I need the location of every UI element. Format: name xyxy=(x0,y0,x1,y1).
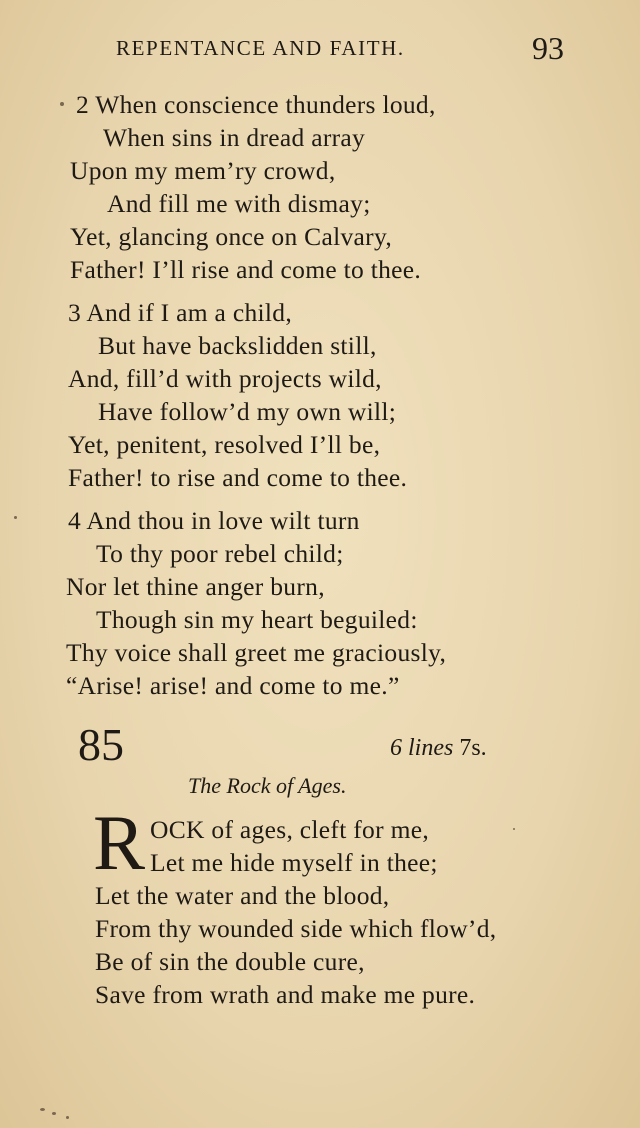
running-title: REPENTANCE AND FAITH. xyxy=(116,36,405,60)
stanza-line: “Arise! arise! and come to me.” xyxy=(66,671,400,700)
stanza-line: 2 When conscience thunders loud, xyxy=(76,90,436,119)
paper-speck xyxy=(40,1108,45,1111)
stanza-line: Father! I’ll rise and come to thee. xyxy=(70,255,422,284)
stanza-line: Have follow’d my own will; xyxy=(98,397,397,426)
stanza-line: But have backslidden still, xyxy=(98,331,377,360)
stanza-line: 3 And if I am a child, xyxy=(68,298,293,327)
stanza-line: Nor let thine anger burn, xyxy=(66,572,325,601)
drop-cap: R xyxy=(93,799,146,886)
page-number: 93 xyxy=(532,30,564,66)
stanza-line: And fill me with dismay; xyxy=(107,189,371,218)
meter-suffix: 7s. xyxy=(459,735,487,761)
stanza-line: Though sin my heart beguiled: xyxy=(96,605,418,634)
hymn-line: Save from wrath and make me pure. xyxy=(95,980,476,1009)
hymn-line: Be of sin the double cure, xyxy=(95,947,365,976)
stanza-line: When sins in dread array xyxy=(103,123,366,152)
stanza-line: 4 And thou in love wilt turn xyxy=(68,506,360,535)
hymn-line: Let me hide myself in thee; xyxy=(150,848,438,877)
hymn-number: 85 xyxy=(78,719,124,770)
hymn-first-line: OCK of ages, cleft for me, xyxy=(150,815,429,844)
stanza-line: Thy voice shall greet me graciously, xyxy=(66,638,447,667)
paper-speck xyxy=(52,1112,56,1115)
stanza-line: And, fill’d with projects wild, xyxy=(68,364,382,393)
hymn-line: From thy wounded side which flow’d, xyxy=(95,914,497,943)
paper-speck xyxy=(513,828,515,830)
stanza-line: Father! to rise and come to thee. xyxy=(68,463,408,492)
hymn-meter xyxy=(390,735,487,762)
paper-speck xyxy=(60,102,64,106)
stanza-line: Upon my mem’ry crowd, xyxy=(70,156,336,185)
hymn-line: Let the water and the blood, xyxy=(95,881,390,910)
hymn-title: The Rock of Ages. xyxy=(188,773,347,798)
paper-speck xyxy=(66,1116,69,1119)
page-header xyxy=(0,30,640,66)
paper-speck xyxy=(14,516,17,519)
stanza-line: To thy poor rebel child; xyxy=(96,539,344,568)
stanza-line: Yet, glancing once on Calvary, xyxy=(70,222,393,251)
meter-lines: 6 lines xyxy=(390,735,454,761)
stanza-line: Yet, penitent, resolved I’ll be, xyxy=(68,430,381,459)
